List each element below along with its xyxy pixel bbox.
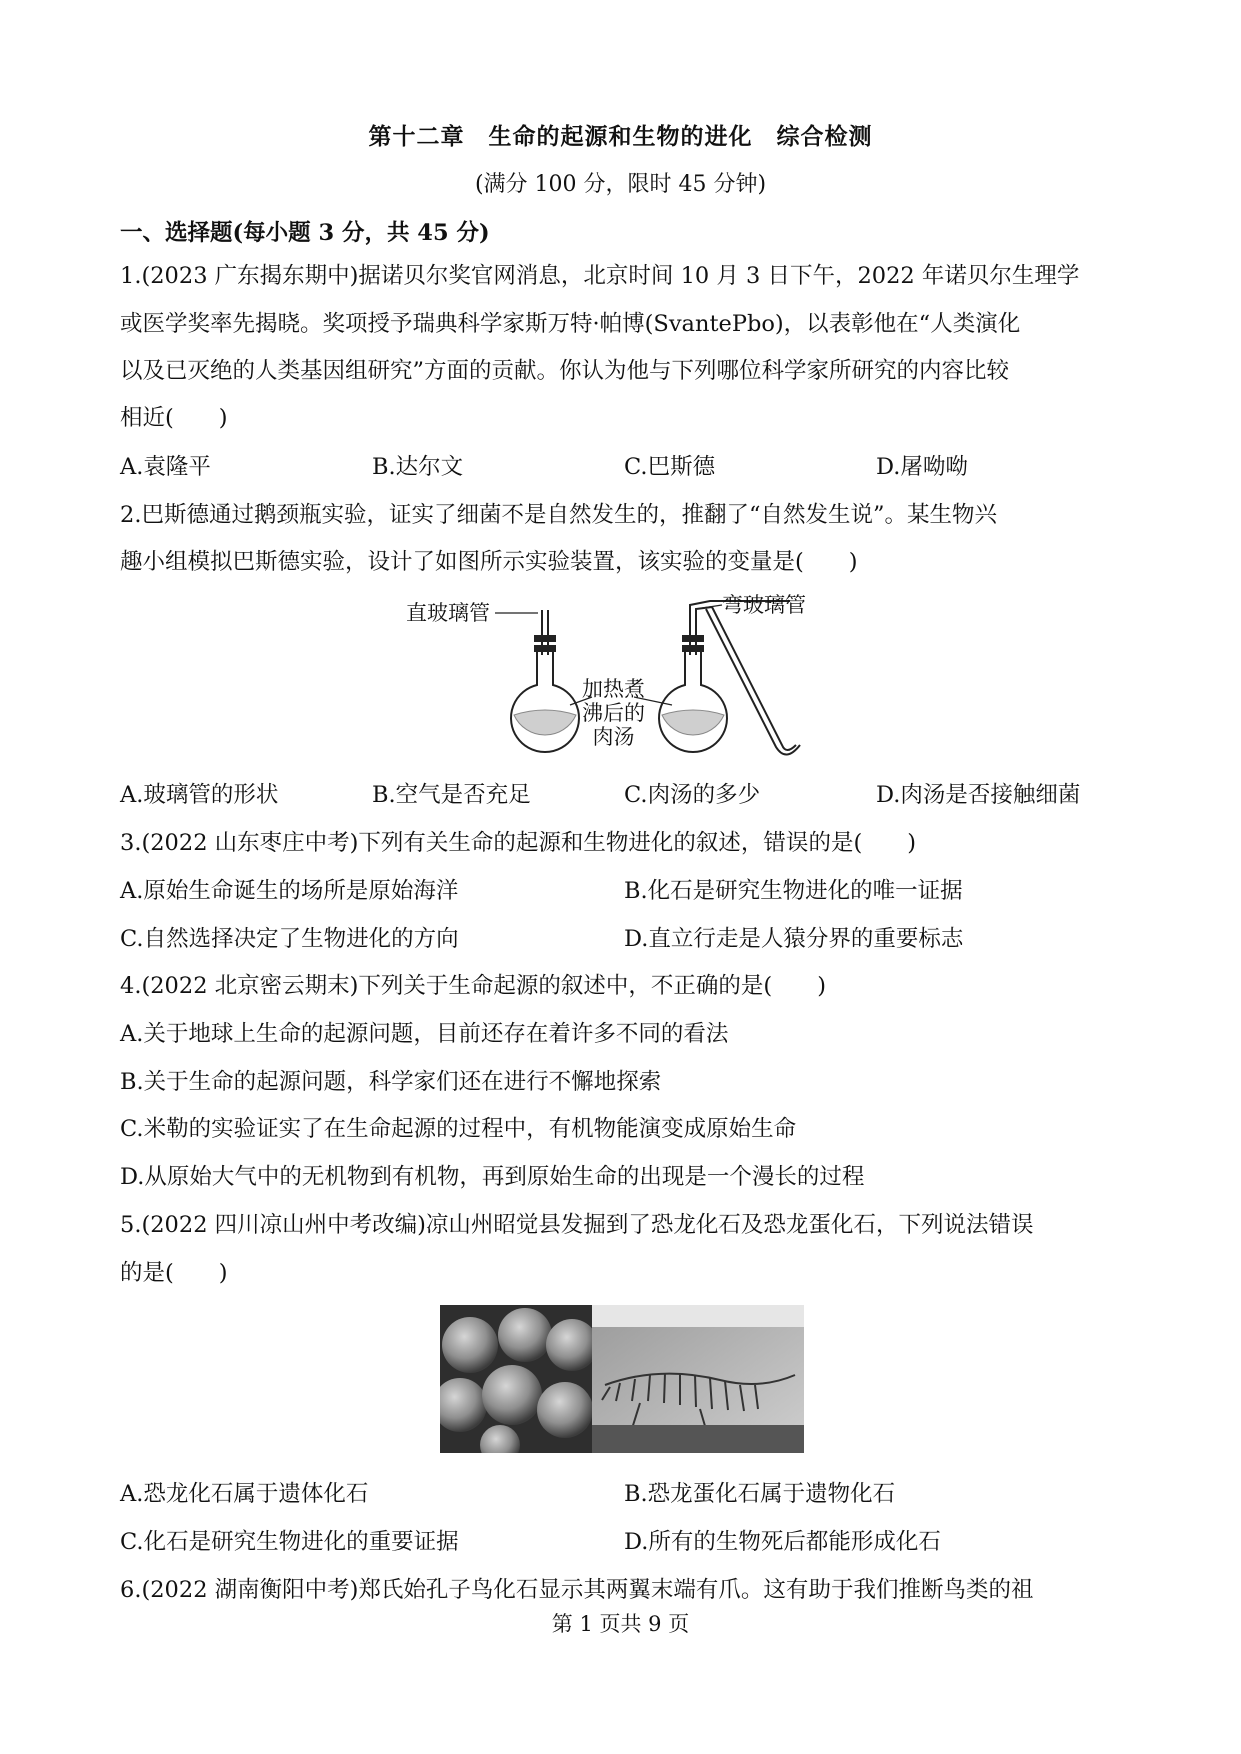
broth-label-line-2: 沸后的 [582,701,645,725]
q5-line-2: 的是( ) [120,1260,228,1286]
q1-line-3: 以及已灭绝的人类基因组研究”方面的贡献。你认为他与下列哪位科学家所研究的内容比较 [120,358,1010,384]
q2-option-b: B.空气是否充足 [372,782,531,808]
bent-tube-flask [659,601,800,755]
page-title: 第十二章 生命的起源和生物的进化 综合检测 [368,123,873,150]
broth-label-line-3: 肉汤 [592,725,635,749]
page-footer: 第 1 页共 9 页 [551,1612,690,1636]
q5-option-b: B.恐龙蛋化石属于遗物化石 [624,1481,896,1507]
q5-option-c: C.化石是研究生物进化的重要证据 [120,1529,459,1555]
q3-line-1: 3.(2022 山东枣庄中考)下列有关生命的起源和生物进化的叙述，错误的是( ) [120,830,916,856]
q5-option-d: D.所有的生物死后都能形成化石 [624,1529,941,1555]
q3-option-b: B.化石是研究生物进化的唯一证据 [624,878,963,904]
q2-line-1: 2.巴斯德通过鹅颈瓶实验，证实了细菌不是自然发生的，推翻了“自然发生说”。某生物兴 [120,502,997,528]
broth-label-line-1: 加热煮 [582,677,645,701]
q1-option-c: C.巴斯德 [624,454,716,480]
fossil-photo-image [440,1305,804,1453]
q1-option-a: A.袁隆平 [120,454,211,480]
q5-line-1: 5.(2022 四川凉山州中考改编)凉山州昭觉县发掘到了恐龙化石及恐龙蛋化石，下列说法错误 [120,1212,1034,1238]
q4-option-c: C.米勒的实验证实了在生命起源的过程中，有机物能演变成原始生命 [120,1116,797,1142]
q4-option-d: D.从原始大气中的无机物到有机物，再到原始生命的出现是一个漫长的过程 [120,1164,865,1190]
q4-option-a: A.关于地球上生命的起源问题，目前还存在着许多不同的看法 [120,1021,729,1047]
q4-option-b: B.关于生命的起源问题，科学家们还在进行不懈地探索 [120,1069,662,1095]
q5-option-a: A.恐龙化石属于遗体化石 [120,1481,369,1507]
q4-line-1: 4.(2022 北京密云期末)下列关于生命起源的叙述中，不正确的是( ) [120,973,826,999]
q2-option-d: D.肉汤是否接触细菌 [876,782,1081,808]
q1-option-d: D.屠呦呦 [876,454,968,480]
q1-line-4: 相近( ) [120,405,228,431]
section-heading: 一、选择题(每小题 3 分，共 45 分) [120,220,490,246]
q2-line-2: 趣小组模拟巴斯德实验，设计了如图所示实验装置，该实验的变量是( ) [120,549,858,575]
q1-line-1: 1.(2023 广东揭东期中)据诺贝尔奖官网消息，北京时间 10 月 3 日下午，2022 年诺贝尔生理学 [120,263,1080,289]
q2-option-a: A.玻璃管的形状 [120,782,279,808]
q1-option-b: B.达尔文 [372,454,464,480]
broth-label [582,677,645,749]
bent-tube-label: 弯玻璃管 [722,593,806,617]
straight-tube-flask [495,610,579,752]
page-subtitle: (满分 100 分，限时 45 分钟) [474,172,767,197]
q3-option-a: A.原始生命诞生的场所是原始海洋 [120,878,459,904]
q2-option-c: C.肉汤的多少 [624,782,761,808]
fossil-photo [440,1305,804,1453]
q1-line-2: 或医学奖率先揭晓。奖项授予瑞典科学家斯万特·帕博(SvantePbo)，以表彰他在“人类演化 [120,311,1021,337]
q3-option-d: D.直立行走是人猿分界的重要标志 [624,926,964,952]
q6-line-1: 6.(2022 湖南衡阳中考)郑氏始孔子鸟化石显示其两翼末端有爪。这有助于我们推断鸟类的祖 [120,1577,1034,1603]
straight-tube-label: 直玻璃管 [406,601,490,625]
q3-option-c: C.自然选择决定了生物进化的方向 [120,926,459,952]
flask-experiment-figure [406,593,850,765]
